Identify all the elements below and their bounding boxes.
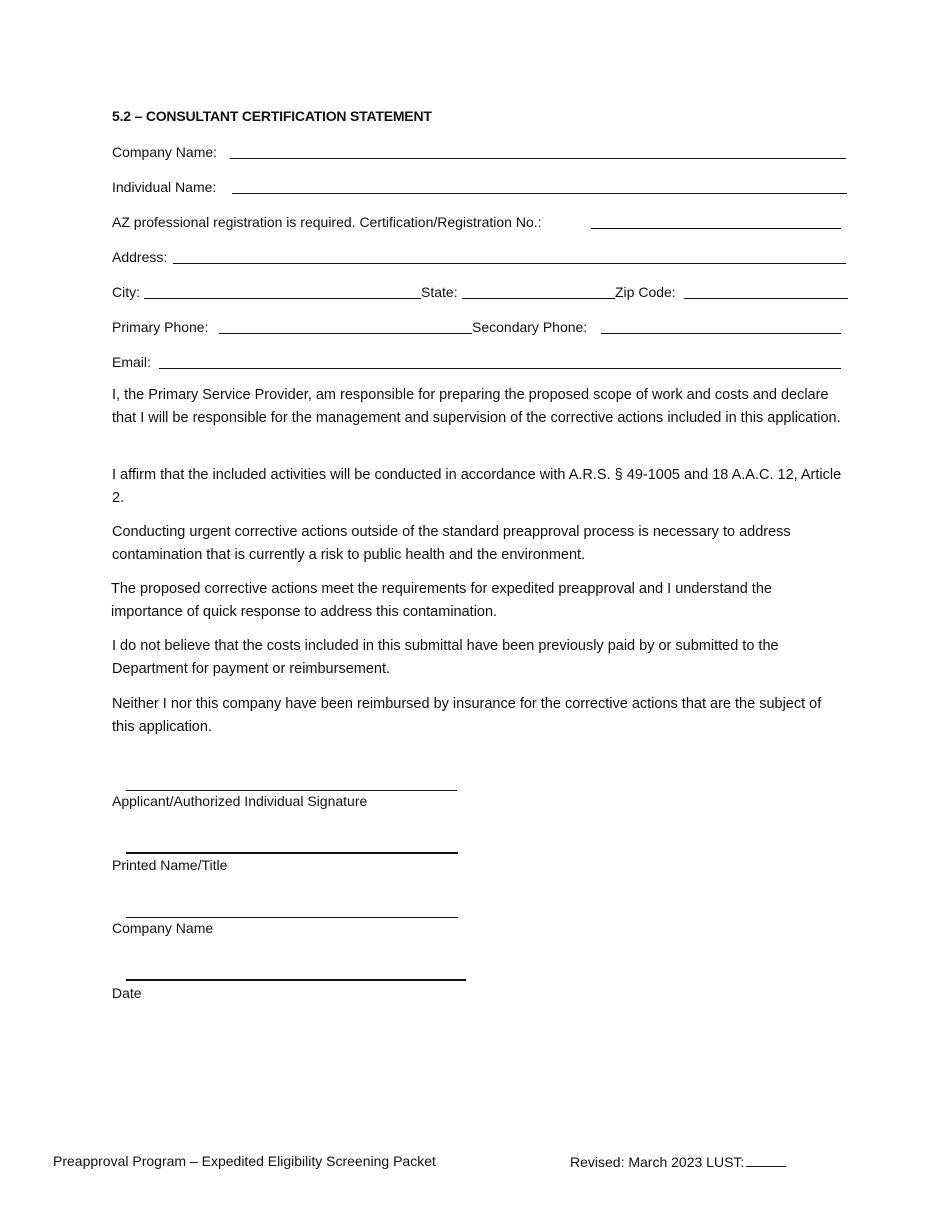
city-state-zip-row	[112, 282, 850, 302]
state-field[interactable]	[462, 298, 615, 299]
zip-field[interactable]	[684, 298, 848, 299]
company-name-label: Company Name:	[112, 144, 218, 160]
date-label: Date	[112, 985, 142, 1001]
zip-label: Zip Code:	[615, 284, 676, 300]
registration-label: AZ professional registration is required. Certification/Registration No.:	[112, 214, 542, 230]
address-row	[112, 247, 850, 267]
paragraph-insurance: Neither I nor this company have been reimbursed by insurance for the corrective actions that are the subject of this application.	[112, 696, 822, 735]
printed-name-label: Printed Name/Title	[112, 857, 228, 873]
paragraph-urgent-actions: Conducting urgent corrective actions outside of the standard preapproval process is necessary to address contamination that is currently a risk to public health and the environment.	[112, 524, 791, 563]
email-field[interactable]	[159, 368, 841, 369]
primary-phone-label: Primary Phone:	[112, 319, 209, 335]
company-name-row	[112, 142, 850, 162]
address-label: Address:	[112, 249, 168, 265]
company-name-signature-label: Company Name	[112, 920, 214, 936]
state-label: State:	[421, 284, 458, 300]
individual-name-row	[112, 177, 850, 197]
section-heading: 5.2 – CONSULTANT CERTIFICATION STATEMENT	[112, 108, 432, 124]
printed-name-field[interactable]	[126, 852, 458, 854]
paragraph-requirements: The proposed corrective actions meet the requirements for expedited preapproval and I understand the importance of quick response to address this contamination.	[111, 581, 772, 620]
email-row	[112, 352, 850, 372]
individual-name-label: Individual Name:	[112, 179, 217, 195]
individual-name-field[interactable]	[232, 193, 847, 194]
company-name-signature-field[interactable]	[126, 917, 458, 918]
lust-number-field[interactable]	[746, 1152, 786, 1167]
city-label: City:	[112, 284, 140, 300]
signature-label: Applicant/Authorized Individual Signature	[112, 793, 368, 809]
paragraph-costs: I do not believe that the costs included in this submittal have been previously paid by or submitted to the Department for payment or reimbursement.	[112, 638, 779, 677]
email-label: Email:	[112, 354, 151, 370]
paragraph-responsibility: I, the Primary Service Provider, am responsible for preparing the proposed scope of work and costs and declare that I will be responsible for the management and supervision of the corrective actions included in this application.	[112, 387, 841, 426]
registration-row	[112, 212, 850, 232]
footer-revision-text: Revised: March 2023 LUST:	[570, 1154, 745, 1170]
footer-revision	[570, 1152, 786, 1171]
address-field[interactable]	[173, 263, 846, 264]
secondary-phone-field[interactable]	[601, 333, 841, 334]
city-field[interactable]	[144, 298, 421, 299]
footer-program-title: Preapproval Program – Expedited Eligibility Screening Packet	[53, 1153, 436, 1169]
registration-field[interactable]	[591, 228, 841, 229]
signature-field[interactable]	[126, 790, 457, 791]
primary-phone-field[interactable]	[219, 333, 472, 334]
company-name-field[interactable]	[230, 158, 846, 159]
secondary-phone-label: Secondary Phone:	[472, 319, 588, 335]
paragraph-affirmation: I affirm that the included activities will be conducted in accordance with A.R.S. § 49-1005 and 18 A.A.C. 12, Article 2.	[112, 467, 842, 506]
phone-row	[112, 317, 850, 337]
date-field[interactable]	[126, 979, 466, 981]
